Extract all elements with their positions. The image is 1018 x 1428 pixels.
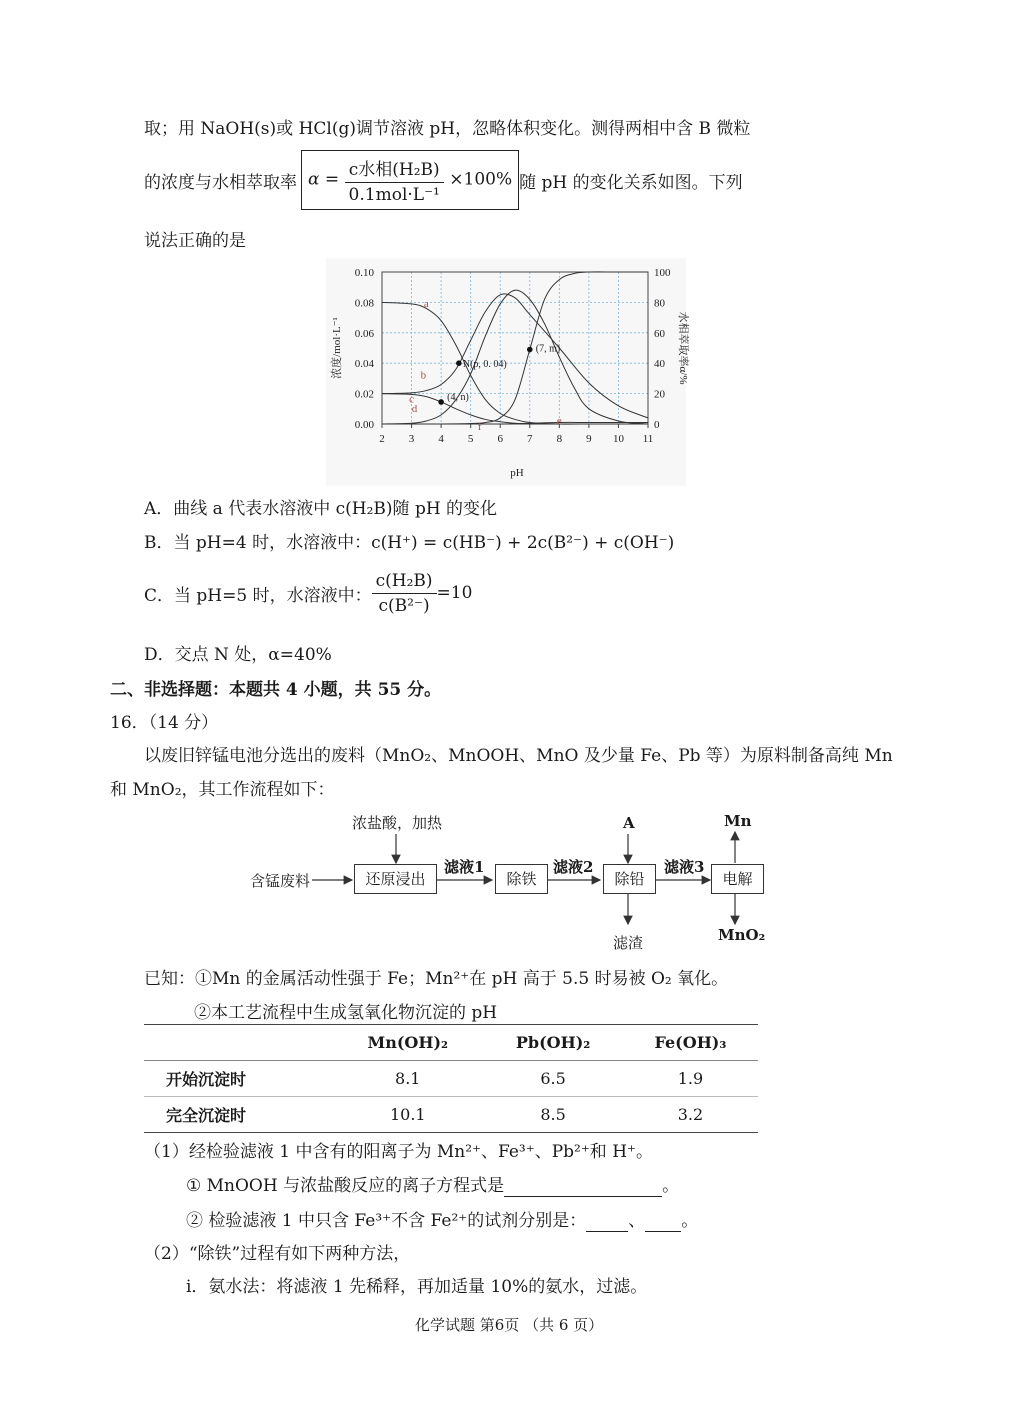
table-cell: 1.9 xyxy=(623,1061,758,1097)
precipitation-ph-table xyxy=(144,1024,758,1133)
x-tick-label: 9 xyxy=(586,433,592,445)
alpha-eq: = xyxy=(324,169,340,190)
y-right-tick-label: 80 xyxy=(654,297,665,310)
flow-filtrate-2: 滤液2 xyxy=(553,858,594,876)
flow-start-label: 含锰废料 xyxy=(250,872,311,890)
table-row-label: 完全沉淀时 xyxy=(144,1097,332,1133)
flow-box-iron-removal: 除铁 xyxy=(495,864,548,894)
flow-filtrate-3: 滤液3 xyxy=(664,858,705,876)
q1-sub2 xyxy=(186,1206,698,1232)
x-axis-label: pH xyxy=(510,467,524,479)
curve-label: e xyxy=(556,415,562,427)
flow-box-electrolysis: 电解 xyxy=(711,864,764,894)
q1-sub2-end: 。 xyxy=(681,1211,699,1231)
q1-sub1 xyxy=(186,1171,679,1197)
option-b: B．当 pH=4 时，水溶液中：c(H⁺) = c(HB⁻) + 2c(B²⁻) + c(OH⁻) xyxy=(144,533,675,553)
flow-residue: 滤渣 xyxy=(613,934,644,952)
curve-label: a xyxy=(423,297,429,310)
y-right-tick-label: 20 xyxy=(654,388,665,401)
option-c-numerator: c(H₂B) xyxy=(372,571,437,594)
y-right-tick-label: 60 xyxy=(654,327,665,340)
table-cell: 10.1 xyxy=(332,1097,483,1133)
y-right-tick-label: 100 xyxy=(654,267,671,279)
table-cell: 6.5 xyxy=(483,1061,623,1097)
curve-label: f xyxy=(477,421,482,434)
y-left-tick-label: 0.02 xyxy=(354,388,374,401)
concentration-chart xyxy=(326,258,689,486)
intro-line-2 xyxy=(144,152,743,208)
x-tick-label: 2 xyxy=(379,433,385,445)
y-left-tick-label: 0.04 xyxy=(354,358,374,371)
option-d: D．交点 N 处，α=40% xyxy=(144,645,332,665)
point-label: N(p, 0. 04) xyxy=(462,359,507,371)
table-row-label: 开始沉淀时 xyxy=(144,1061,332,1097)
flow-product-mno2: MnO₂ xyxy=(718,926,766,944)
q16-line-2: 和 MnO₂，其工作流程如下： xyxy=(110,780,335,800)
chart-background xyxy=(326,258,686,486)
intro-line-2-pre: 的浓度与水相萃取率 xyxy=(144,172,297,193)
table-header-cell: Fe(OH)₃ xyxy=(623,1025,758,1061)
table-header-cell: Mn(OH)₂ xyxy=(332,1025,483,1061)
table-header-cell xyxy=(144,1025,332,1061)
q16-line-1: 以废旧锌锰电池分选出的废料（MnO₂、MnOOH、MnO 及少量 Fe、Pb 等）为原料制备高纯 Mn xyxy=(144,746,893,766)
answer-blank[interactable] xyxy=(586,1211,628,1232)
q1-sub2-text: ② 检验滤液 1 中只含 Fe³⁺不含 Fe²⁺的试剂分别是： xyxy=(186,1211,587,1231)
flow-box-leaching: 还原浸出 xyxy=(354,864,437,894)
intro-line-1: 取；用 NaOH(s)或 HCl(g)调节溶液 pH，忽略体积变化。测得两相中含 B 微粒 xyxy=(144,119,751,139)
alpha-symbol: α xyxy=(308,169,320,190)
section-2-heading: 二、非选择题：本题共 4 小题，共 55 分。 xyxy=(110,680,442,700)
option-c xyxy=(144,564,472,622)
intro-line-2-post: 随 pH 的变化关系如图。下列 xyxy=(519,172,743,193)
x-tick-label: 11 xyxy=(642,433,654,445)
y-right-axis-label: 水相萃取率α/% xyxy=(677,311,689,385)
curve-label: b xyxy=(420,369,427,382)
option-c-post: =10 xyxy=(436,583,473,603)
x-tick-label: 7 xyxy=(527,433,533,445)
table-row xyxy=(144,1061,758,1097)
q2-line: （2）“除铁”过程有如下两种方法， xyxy=(144,1244,411,1264)
y-left-axis-label: 浓度/mol·L⁻¹ xyxy=(331,317,343,379)
point-label: (4, n) xyxy=(447,391,469,403)
table-header-row xyxy=(144,1025,758,1061)
alpha-denominator: 0.1mol·L⁻¹ xyxy=(348,185,440,205)
q1-line: （1）经检验滤液 1 中含有的阳离子为 Mn²⁺、Fe³⁺、Pb²⁺和 H⁺。 xyxy=(144,1142,654,1162)
option-c-fraction xyxy=(372,571,437,616)
known-1: 已知：①Mn 的金属活动性强于 Fe；Mn²⁺在 pH 高于 5.5 时易被 O₂ 氧化。 xyxy=(144,969,729,989)
q1-sub1-end: 。 xyxy=(662,1176,680,1196)
option-c-denominator: c(B²⁻) xyxy=(378,595,430,616)
alpha-times: ×100% xyxy=(449,169,513,190)
alpha-formula xyxy=(301,150,519,210)
table-cell: 3.2 xyxy=(623,1097,758,1133)
y-left-tick-label: 0.10 xyxy=(354,267,374,279)
option-c-pre: C．当 pH=5 时，水溶液中： xyxy=(144,585,372,606)
table-cell: 8.1 xyxy=(332,1061,483,1097)
y-left-tick-label: 0.00 xyxy=(354,419,374,431)
marked-point xyxy=(438,399,444,405)
answer-blank[interactable] xyxy=(645,1211,681,1232)
y-right-tick-label: 40 xyxy=(654,358,665,371)
q2-method-i: i．氨水法：将滤液 1 先稀释，再加适量 10%的氨水，过滤。 xyxy=(186,1277,648,1297)
x-tick-label: 8 xyxy=(556,433,563,445)
alpha-fraction xyxy=(345,155,444,205)
q1-sub1-text: ① MnOOH 与浓盐酸反应的离子方程式是 xyxy=(186,1176,505,1196)
flow-acid-label: 浓盐酸，加热 xyxy=(352,814,443,832)
curve-label: c xyxy=(409,393,415,406)
known-2: ②本工艺流程中生成氢氧化物沉淀的 pH xyxy=(194,1003,498,1023)
x-tick-label: 5 xyxy=(467,433,474,445)
q1-sub2-mid: 、 xyxy=(628,1211,646,1231)
marked-point xyxy=(527,347,533,353)
curve-label: d xyxy=(411,402,418,415)
x-tick-label: 4 xyxy=(438,433,444,445)
marked-point xyxy=(456,360,462,366)
q16-header: 16．（14 分） xyxy=(110,713,219,733)
table-row xyxy=(144,1097,758,1133)
table-header-cell: Pb(OH)₂ xyxy=(483,1025,623,1061)
answer-blank[interactable] xyxy=(504,1176,662,1197)
x-tick-label: 10 xyxy=(612,433,624,445)
y-right-tick-label: 0 xyxy=(654,419,660,431)
page-footer: 化学试题 第6页 （共 6 页） xyxy=(415,1316,604,1334)
alpha-numerator: c水相(H₂B) xyxy=(345,155,444,183)
table-cell: 8.5 xyxy=(483,1097,623,1133)
intro-line-3: 说法正确的是 xyxy=(144,231,246,251)
y-left-tick-label: 0.06 xyxy=(354,327,374,340)
flow-product-mn: Mn xyxy=(724,812,752,830)
point-label: (7, m) xyxy=(535,343,561,355)
x-tick-label: 3 xyxy=(408,433,415,445)
flow-filtrate-1: 滤液1 xyxy=(444,858,485,876)
x-tick-label: 6 xyxy=(497,433,503,445)
y-left-tick-label: 0.08 xyxy=(354,297,374,310)
option-a: A．曲线 a 代表水溶液中 c(H₂B)随 pH 的变化 xyxy=(144,499,498,519)
flow-reagent-a: A xyxy=(623,814,635,832)
flow-box-lead-removal: 除铅 xyxy=(603,864,656,894)
